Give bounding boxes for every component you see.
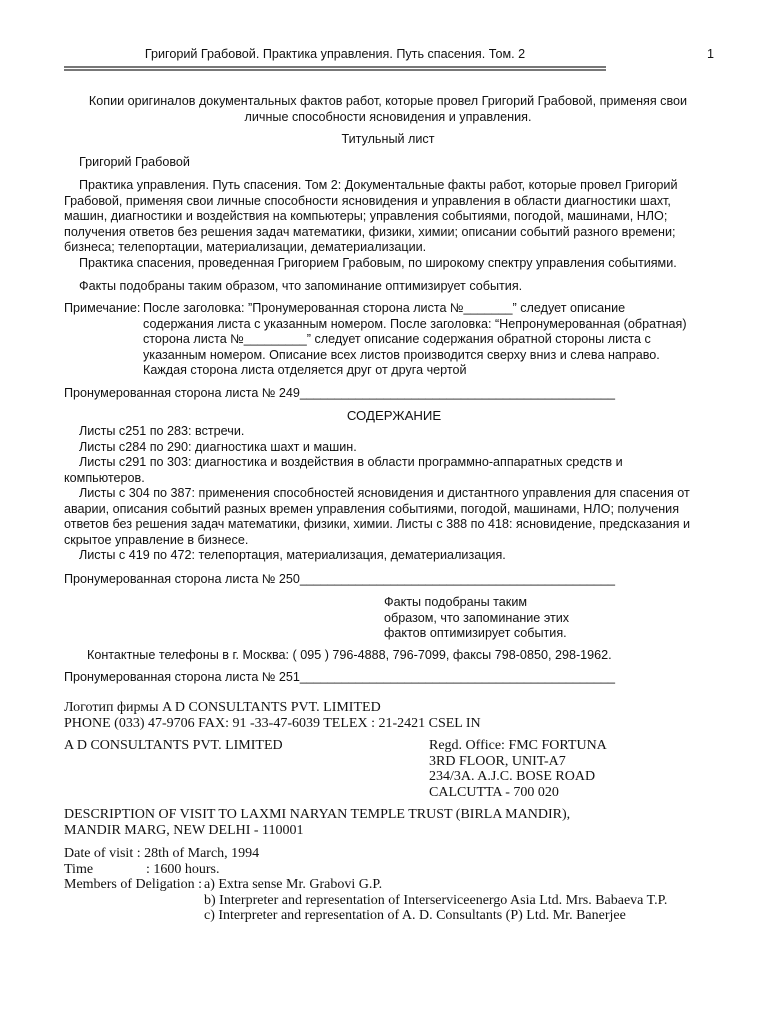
visit-title	[64, 807, 570, 838]
author-name: Григорий Грабовой	[79, 155, 190, 169]
page-249-heading: Пронумерованная сторона листа № 249_____________________________________________	[64, 386, 616, 400]
office-line: CALCUTTA - 700 020	[429, 784, 559, 800]
title-page-label: Титульный лист	[341, 132, 435, 146]
facts-block	[384, 595, 569, 642]
description-paragraph	[64, 178, 712, 271]
header-title: Григорий Грабовой. Практика управления. Путь спасения. Том. 2	[144, 47, 526, 61]
contacts-line: Контактные телефоны в г. Москва: ( 095 ) 796-4888, 796-7099, факсы 798-0850, 298-1962.	[87, 648, 612, 662]
facts-block-line: фактов оптимизирует события.	[384, 626, 567, 640]
note-line: содержания листа с указанным номером. После заголовка: “Непронумерованная (обратная)	[143, 316, 687, 331]
contents-line: компьютеров.	[64, 470, 145, 485]
contents-line: Листы с251 по 283: встречи.	[79, 424, 245, 438]
note-line: сторона листа №_________” следует описание содержания обратной стороны листа с	[143, 332, 651, 346]
description-line: бизнеса; телепортации, материализации, дематериализации.	[64, 240, 427, 254]
member-line: c) Interpreter and representation of A. D. Consultants (P) Ltd. Mr. Banerjee	[204, 908, 626, 924]
office-line: 3RD FLOOR, UNIT-A7	[429, 753, 566, 769]
header-rule	[64, 66, 606, 68]
member-line: b) Interpreter and representation of Interserviceenergo Asia Ltd. Mrs. Babaeva T.P.	[204, 892, 668, 908]
facts-line: Факты подобраны таким образом, что запоминание оптимизирует события.	[79, 279, 523, 293]
note-label: Примечание:	[64, 301, 141, 315]
visit-title-line: DESCRIPTION OF VISIT TO LAXMI NARYAN TEMPLE TRUST (BIRLA MANDIR),	[64, 807, 571, 822]
page-number: 1	[706, 47, 714, 61]
practice-line: Практика спасения, проведенная Григорием Грабовым, по широкому спектру управления событиями.	[79, 255, 677, 270]
visit-date: Date of visit : 28th of March, 1994	[64, 846, 260, 861]
note-line: указанным номером. Описание всех листов производится сверху вниз и слева направо.	[143, 347, 660, 362]
contents-line: Листы с 419 по 472: телепортация, материализация, дематериализация.	[79, 548, 506, 562]
members-label: Members of Deligation :	[64, 877, 203, 892]
visit-time-label: Time	[64, 862, 94, 877]
note-line: Каждая сторона листа отделяется друг от друга чертой	[143, 363, 467, 377]
page-250-heading: Пронумерованная сторона листа № 250_____________________________________________	[64, 572, 616, 586]
description-line: машин, диагностики и воздействия на компьютеры; управления событиями, погодой, машинами, НЛО;	[64, 209, 668, 223]
office-line: Regd. Office: FMC FORTUNA	[429, 738, 607, 753]
office-line: 234/3A. A.J.C. BOSE ROAD	[429, 769, 596, 785]
intro-line: личные способности ясновидения и управления.	[244, 109, 532, 124]
firm-phone-line: PHONE (033) 47-9706 FAX: 91 -33-47-6039 TELEX : 21-2421 CSEL IN	[64, 715, 481, 731]
facts-block-line: образом, что запоминание этих	[384, 610, 570, 625]
note-text	[143, 301, 713, 379]
contents-list	[64, 424, 712, 564]
facts-block-line: Факты подобраны таким	[384, 595, 528, 609]
page-251-heading: Пронумерованная сторона листа № 251_____________________________________________	[64, 670, 616, 684]
visit-title-line: MANDIR MARG, NEW DELHI - 110001	[64, 822, 304, 838]
firm-name: A D CONSULTANTS PVT. LIMITED	[64, 738, 283, 753]
contents-line: Листы с284 по 290: диагностика шахт и машин.	[79, 439, 357, 454]
firm-header	[64, 700, 481, 731]
contents-line: ответов без решения задач математики, физики, химии. Листы с 388 по 418: ясновидение, предсказания и	[64, 517, 691, 531]
contents-line: Листы с 304 по 387: применения способностей ясновидения и дистантного управления для спасения от	[79, 486, 690, 500]
contents-line: скрытое управление в бизнесе.	[64, 532, 249, 547]
intro-line: Копии оригиналов документальных фактов работ, которые провел Григорий Грабовой, применяя свои	[88, 94, 688, 108]
visit-time-value: : 1600 hours.	[146, 862, 220, 877]
member-line: a) Extra sense Mr. Grabovi G.P.	[204, 877, 383, 892]
contents-line: Листы с291 по 303: диагностика и воздействия в области программно-аппаратных средств и	[79, 455, 623, 469]
firm-logo-line: Логотип фирмы A D CONSULTANTS PVT. LIMITED	[64, 700, 381, 715]
note-line: После заголовка: ”Пронумерованная сторона листа №_______” следует описание	[143, 301, 626, 315]
description-line: Грабовой, применяя свои личные способности ясновидения и управления в области диагностики шахт,	[64, 193, 671, 208]
header-rule-2	[64, 69, 606, 71]
firm-office	[429, 738, 607, 800]
description-line: Практика управления. Путь спасения. Том 2: Документальные факты работ, которые провел Григорий	[79, 178, 678, 192]
description-line: получения ответов без решения задач математики, физики, химии; описании событий разного времени;	[64, 224, 676, 239]
contents-heading: СОДЕРЖАНИЕ	[346, 408, 442, 423]
contents-line: аварии, описания событий разных времен управления событиями, погодой, машинами, НЛО; получения	[64, 501, 680, 516]
intro-caption	[64, 94, 712, 125]
members-list	[204, 877, 667, 924]
